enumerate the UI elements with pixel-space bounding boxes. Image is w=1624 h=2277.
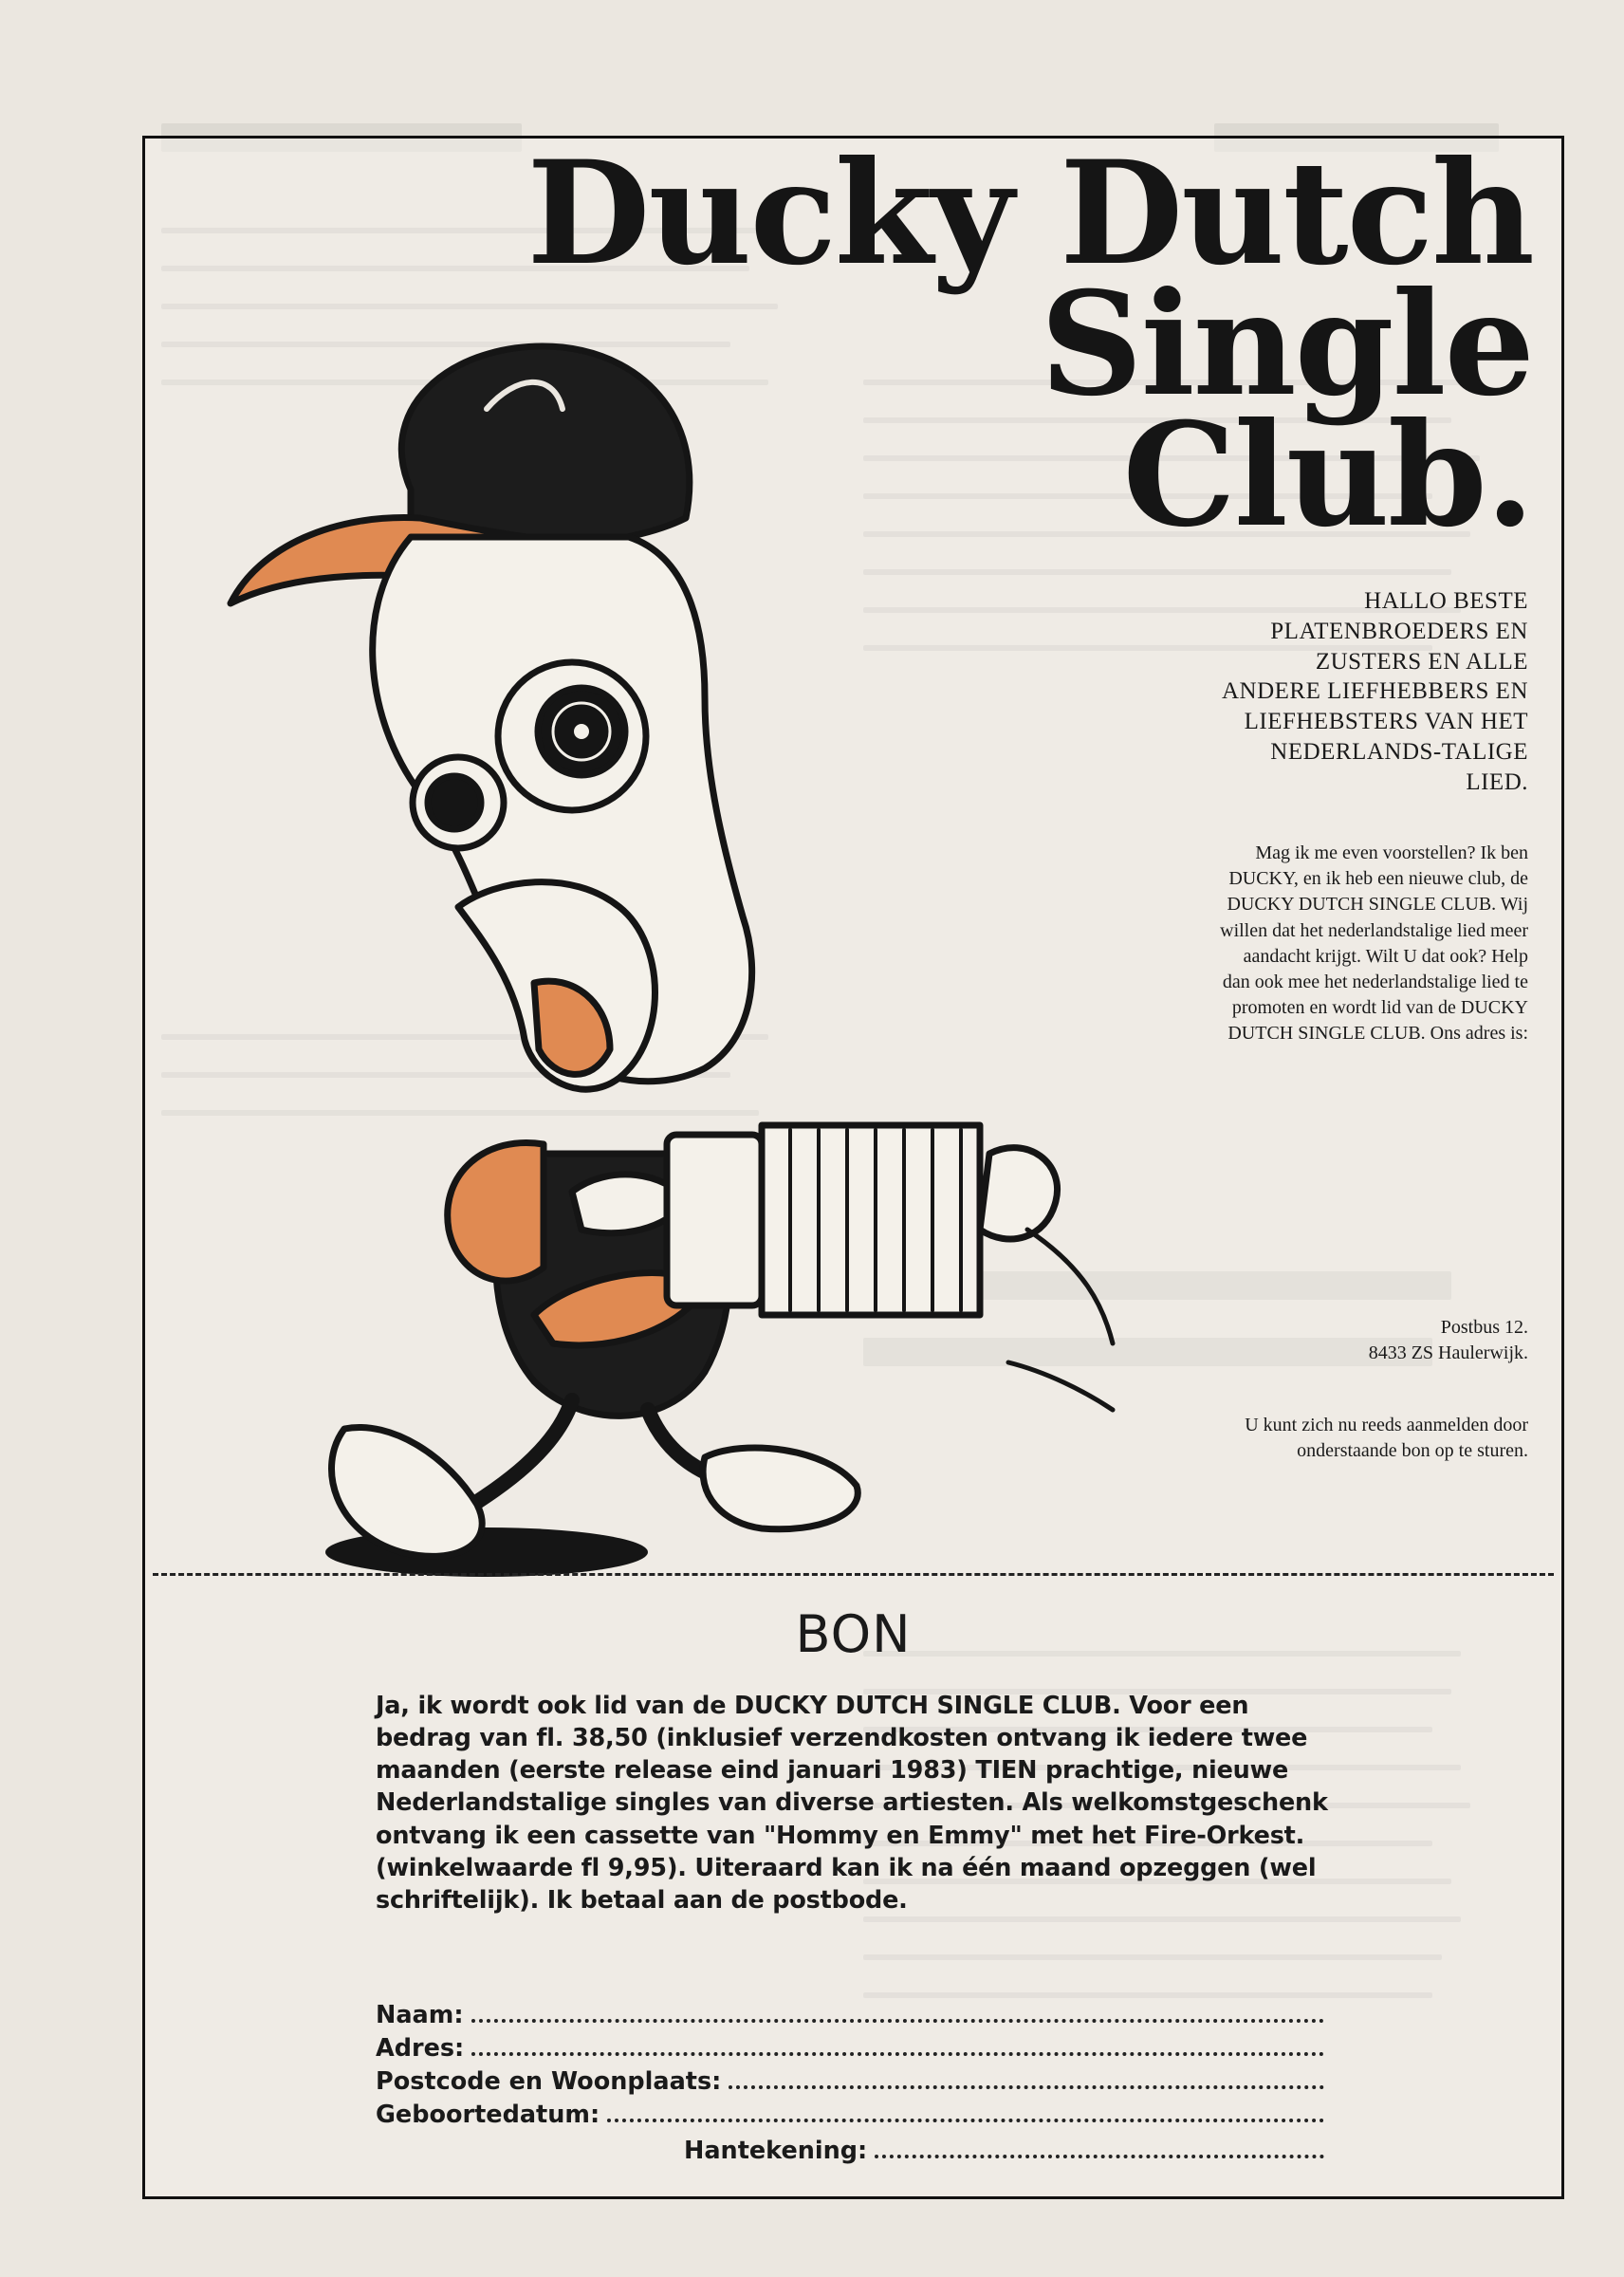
address-label: Adres: <box>376 2034 465 2063</box>
cut-line <box>153 1573 1554 1576</box>
intro-text: Mag ik me even voorstellen? Ik ben DUCKY, en ik heb een nieuwe club, de DUCKY DUTCH SINGLE CLUB. Wij willen dat het nederlandstalige lied meer aandacht krijgt. Wilt U dat ook? Help dan ook mee het nederlandstalige lied te promoten en wordt lid van de DUCKY DUTCH SINGLE CLUB. Ons adres is: <box>1220 842 1528 1045</box>
signature-label: Hantekening: <box>684 2137 868 2165</box>
greeting-text: HALLO BESTE PLATENBROEDERS EN ZUSTERS EN ALLE ANDERE LIEFHEBBERS EN LIEFHEBSTERS VAN HET NEDERLANDS-TALIGE LIED. <box>1222 588 1528 795</box>
name-field[interactable] <box>376 2001 1324 2029</box>
name-label: Naam: <box>376 2001 464 2029</box>
postcode-label: Postcode en Woonplaats: <box>376 2067 722 2096</box>
address-line-1: Postbus 12. <box>1440 1317 1528 1338</box>
duck-mascot-icon <box>174 319 1179 1628</box>
advertisement <box>142 130 1564 2199</box>
signup-text: U kunt zich nu reeds aanmelden door onderstaande bon op te sturen. <box>1245 1415 1528 1461</box>
signature-field[interactable] <box>684 2137 1324 2165</box>
address-line-2: 8433 ZS Haulerwijk. <box>1368 1342 1528 1363</box>
title-line-1: Ducky Dutch <box>526 130 1533 297</box>
title-line-2: Single <box>1040 261 1533 428</box>
postcode-field[interactable] <box>376 2067 1324 2096</box>
coupon-title: BON <box>795 1604 912 1664</box>
club-address <box>1369 1315 1528 1366</box>
title-line-3: Club. <box>1122 392 1533 559</box>
birthdate-label: Geboortedatum: <box>376 2101 600 2129</box>
address-field[interactable] <box>376 2034 1324 2063</box>
birthdate-field[interactable] <box>376 2101 1324 2129</box>
coupon-body: Ja, ik wordt ook lid van de DUCKY DUTCH SINGLE CLUB. Voor een bedrag van fl. 38,50 (inklusief verzendkosten ontvang ik iedere twee maanden (eerste release eind januari 1983) TIEN prachtige, nieuwe Nederlandstalige singles van diverse artiesten. Als welkomstgeschenk ontvang ik een cassette van "Hommy en Emmy" met het Fire-Orkest. (winkelwaarde fl 9,95). Uiteraard kan ik na één maand opzeggen (wel schriftelijk). Ik betaal aan de postbode. <box>376 1692 1328 1915</box>
